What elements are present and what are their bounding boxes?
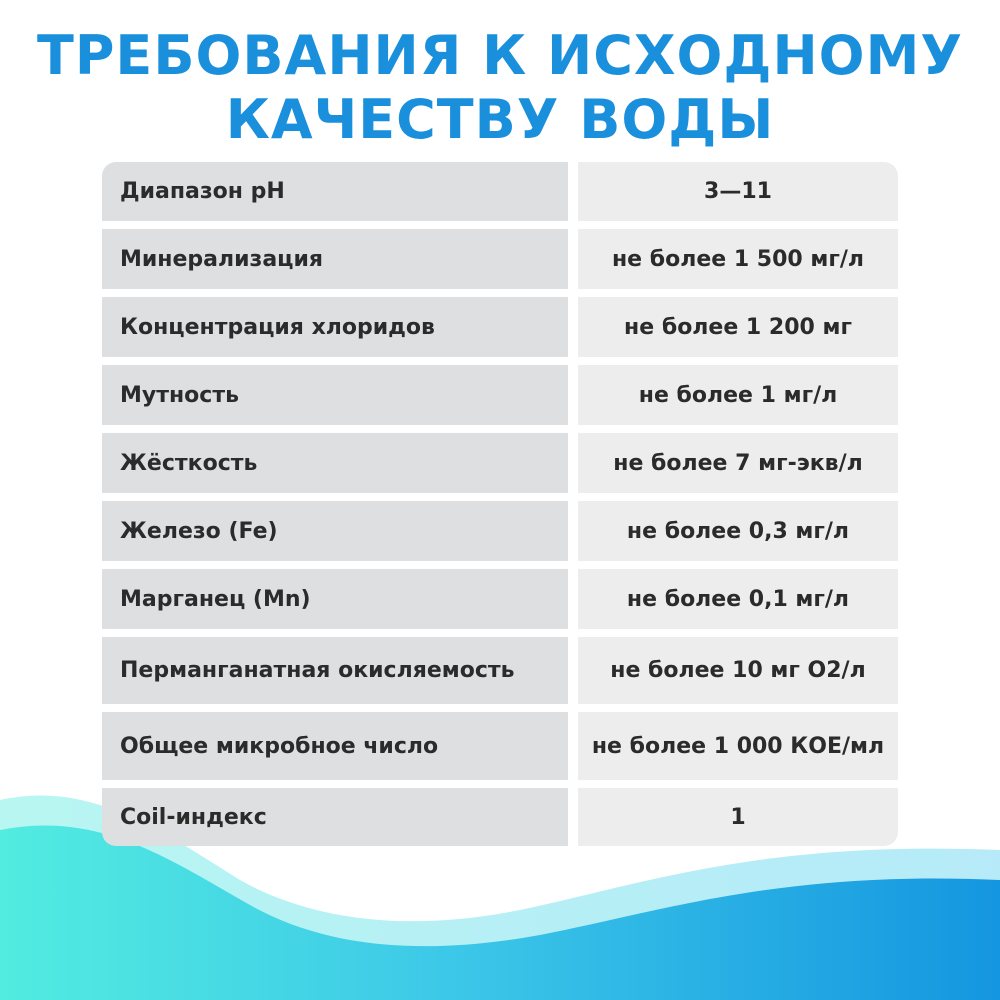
table-row: [102, 162, 898, 221]
row-value: не более 1 мг/л: [578, 365, 898, 425]
page-title-line-2: КАЧЕСТВУ ВОДЫ: [225, 88, 775, 151]
row-value: не более 0,1 мг/л: [578, 569, 898, 629]
row-label: Общее микробное число: [102, 712, 568, 780]
row-label: Мутность: [102, 365, 568, 425]
table-row: [102, 297, 898, 357]
table-row: [102, 501, 898, 561]
table-row: [102, 637, 898, 704]
water-quality-table: [102, 162, 898, 846]
row-label: Концентрация хлоридов: [102, 297, 568, 357]
row-label: Жёсткость: [102, 433, 568, 493]
row-label: Перманганатная окисляемость: [102, 637, 568, 704]
table-row: [102, 365, 898, 425]
page-title-line-1: ТРЕБОВАНИЯ К ИСХОДНОМУ: [37, 24, 963, 87]
row-label: Coil-индекс: [102, 788, 568, 846]
table-row: [102, 788, 898, 846]
row-label: Железо (Fe): [102, 501, 568, 561]
row-value: не более 0,3 мг/л: [578, 501, 898, 561]
row-value: не более 1 200 мг: [578, 297, 898, 357]
row-label: Диапазон pH: [102, 162, 568, 221]
row-label: Марганец (Mn): [102, 569, 568, 629]
table-row: [102, 229, 898, 289]
page-title: [0, 24, 1000, 152]
row-value: не более 10 мг O2/л: [578, 637, 898, 704]
row-label: Минерализация: [102, 229, 568, 289]
row-value: не более 1 000 КОЕ/мл: [578, 712, 898, 780]
row-value: 1: [578, 788, 898, 846]
table-row: [102, 433, 898, 493]
table-row: [102, 712, 898, 780]
row-value: не более 7 мг-экв/л: [578, 433, 898, 493]
row-value: не более 1 500 мг/л: [578, 229, 898, 289]
row-value: 3—11: [578, 162, 898, 221]
table-row: [102, 569, 898, 629]
